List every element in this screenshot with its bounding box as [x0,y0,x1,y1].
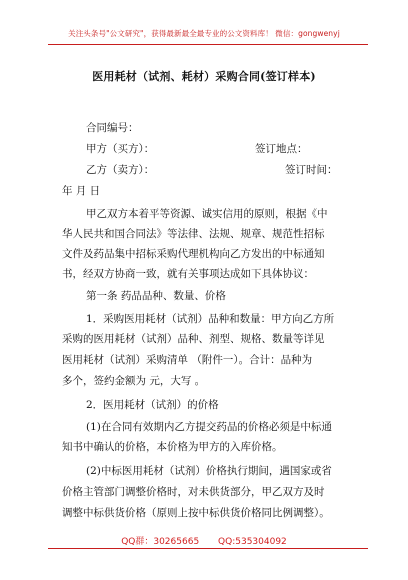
intro-line: 书，经双方协商一致，就有关事项达成如下具体协议： [62,268,314,280]
party-a-label: 甲方（买方）： [86,143,155,155]
document-title: 医用耗材（试剂、耗材）采购合同(签订样本) [92,70,316,83]
header-divider [48,44,368,45]
sign-place-label: 签订地点： [255,143,308,155]
party-b-label: 乙方（卖方）： [86,164,155,176]
item-2-1-line: 知书中确认的价格，本价格为甲方的入库价格。 [62,441,283,453]
item-2-heading: 2．医用耗材（试剂）的价格 [86,399,219,411]
item-1-line: 采购的医用耗材（试剂）品种、剂型、规格、数量等详见 [62,333,325,345]
intro-line: 文件及药品集中招标采购代理机构向乙方发出的中标通知 [62,248,325,260]
date-line: 年 月 日 [62,185,101,197]
item-2-2-line: (2)中标医用耗材（试剂）价格执行期间，遇国家或省 [86,465,332,477]
article-1-heading: 第一条 药品品种、数量、价格 [86,290,226,302]
sign-time-label: 签订时间： [285,164,338,176]
intro-line: 华人民共和国合同法》等法律、法规、规章、规范性招标 [62,228,325,240]
footer-contact [0,534,408,547]
item-1-line: 多个，签约金额为 元，大写 。 [62,375,206,387]
item-2-2-line: 调整中标供货价格（原则上按中标供货价格同比例调整）。 [62,507,330,519]
intro-line: 甲乙双方本着平等资源、诚实信用的原则，根据《中 [86,208,328,220]
contract-number-label: 合同编号： [86,122,139,134]
footer-qq-group: QQ群：30265665 [121,537,200,547]
footer-divider [48,548,368,549]
header-notice: 关注头条号"公文研究"，获得最新最全最专业的公文资料库！ 微信：gongwenyj [68,29,340,38]
item-2-1-line: (1)在合同有效期内乙方提交药品的价格必须是中标通 [86,421,332,433]
item-1-line: 医用耗材（试剂）采购清单 （附件一）。合计：品种为 [62,354,313,366]
footer-qq-number: QQ:535304092 [218,537,287,547]
item-1-line: 1．采购医用耗材（试剂）品种和数量：甲方向乙方所 [86,313,335,325]
item-2-2-line: 价格主管部门调整价格时，对未供货部分，甲乙双方及时 [62,486,325,498]
